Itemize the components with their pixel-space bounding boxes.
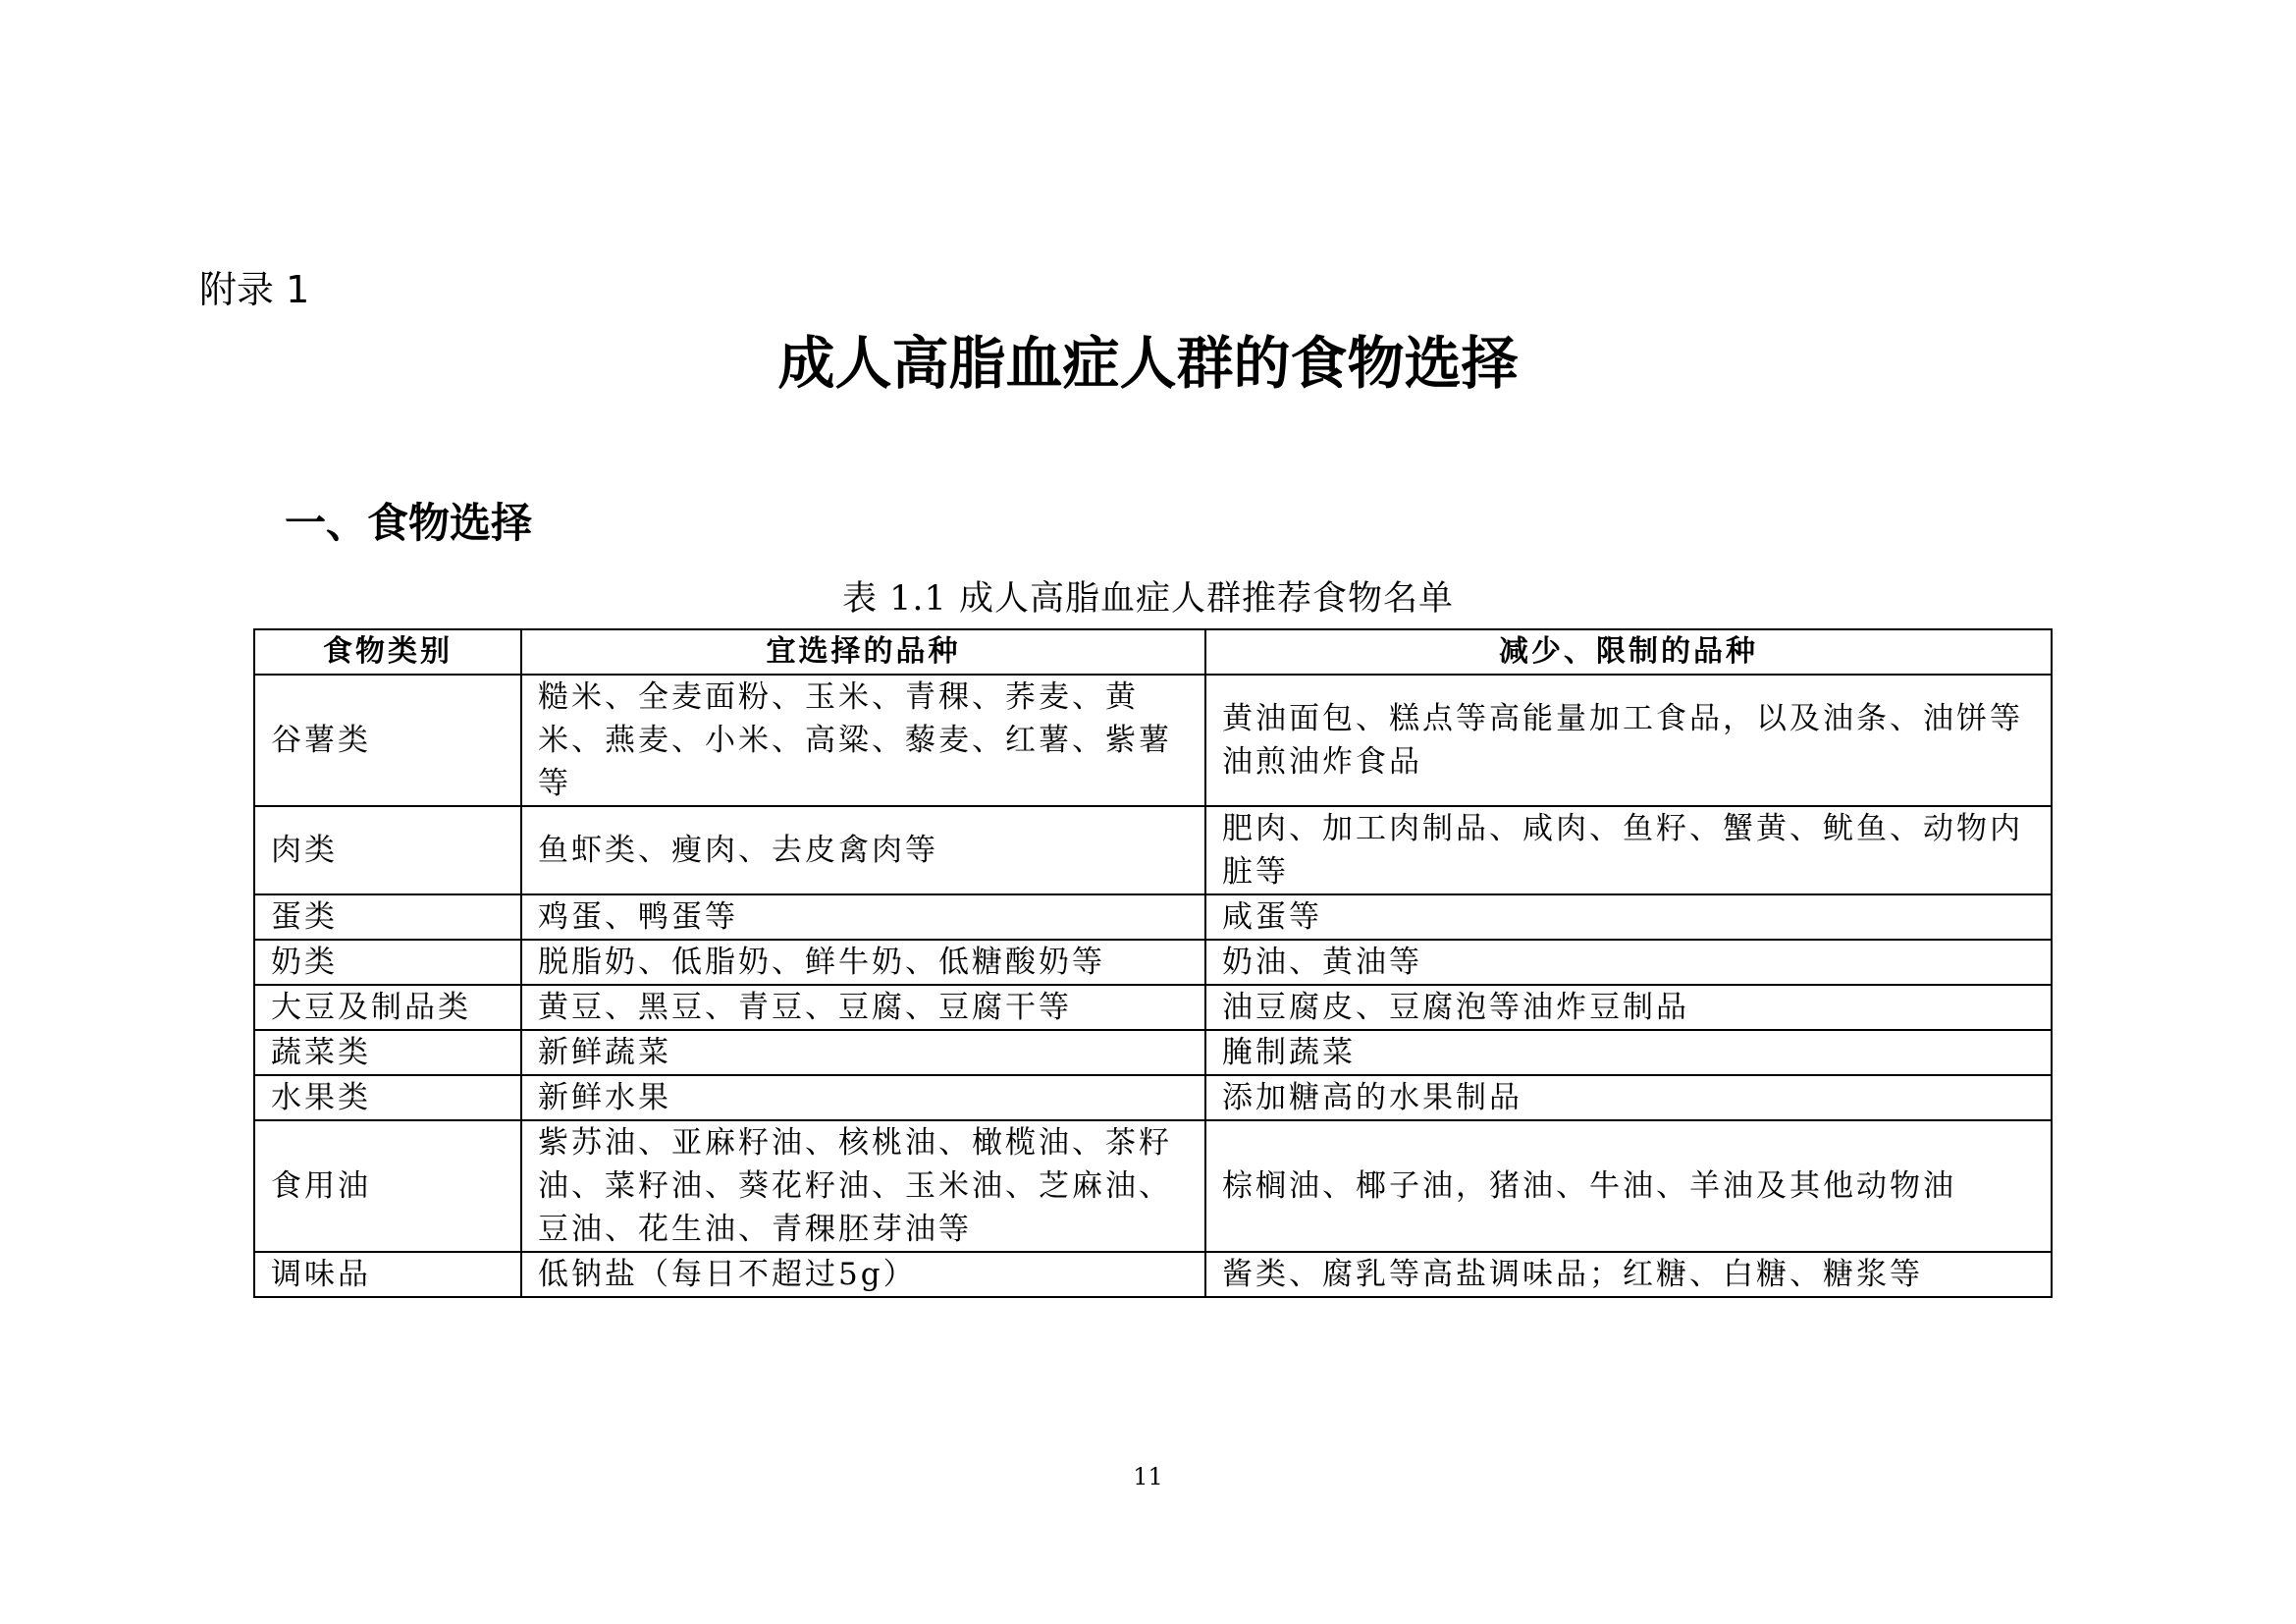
category-cell: 蛋类	[254, 894, 521, 940]
recommended-cell: 黄豆、黑豆、青豆、豆腐、豆腐干等	[521, 985, 1205, 1030]
recommended-cell: 脱脂奶、低脂奶、鲜牛奶、低糖酸奶等	[521, 940, 1205, 985]
category-cell: 蔬菜类	[254, 1030, 521, 1075]
table-header-row	[254, 629, 2052, 675]
limited-cell: 腌制蔬菜	[1205, 1030, 2052, 1075]
category-cell: 大豆及制品类	[254, 985, 521, 1030]
recommended-cell: 鸡蛋、鸭蛋等	[521, 894, 1205, 940]
limited-cell: 油豆腐皮、豆腐泡等油炸豆制品	[1205, 985, 2052, 1030]
page-title: 成人高脂血症人群的食物选择	[777, 330, 1519, 397]
table-row	[254, 985, 2052, 1030]
table-caption: 表 1.1 成人高脂血症人群推荐食物名单	[842, 579, 1454, 619]
limited-cell: 添加糖高的水果制品	[1205, 1075, 2052, 1120]
table-row	[254, 806, 2052, 894]
limited-cell: 棕榈油、椰子油，猪油、牛油、羊油及其他动物油	[1205, 1120, 2052, 1252]
column-header-category: 食物类别	[254, 629, 521, 675]
table-row	[254, 675, 2052, 806]
category-cell: 食用油	[254, 1120, 521, 1252]
recommended-cell: 低钠盐（每日不超过5g）	[521, 1252, 1205, 1297]
table-row	[254, 1075, 2052, 1120]
recommended-cell: 紫苏油、亚麻籽油、核桃油、橄榄油、茶籽油、菜籽油、葵花籽油、玉米油、芝麻油、豆油、花生油、青稞胚芽油等	[521, 1120, 1205, 1252]
category-cell: 肉类	[254, 806, 521, 894]
limited-cell: 肥肉、加工肉制品、咸肉、鱼籽、蟹黄、鱿鱼、动物内脏等	[1205, 806, 2052, 894]
limited-cell: 黄油面包、糕点等高能量加工食品，以及油条、油饼等油煎油炸食品	[1205, 675, 2052, 806]
column-header-recommended: 宜选择的品种	[521, 629, 1205, 675]
category-cell: 水果类	[254, 1075, 521, 1120]
table-row	[254, 1030, 2052, 1075]
category-cell: 奶类	[254, 940, 521, 985]
column-header-limited: 减少、限制的品种	[1205, 629, 2052, 675]
category-cell: 调味品	[254, 1252, 521, 1297]
page-number: 11	[1133, 1463, 1163, 1490]
table-row	[254, 894, 2052, 940]
category-cell: 谷薯类	[254, 675, 521, 806]
section-heading: 一、食物选择	[285, 499, 533, 547]
limited-cell: 咸蛋等	[1205, 894, 2052, 940]
food-recommendation-table	[253, 628, 2053, 1298]
recommended-cell: 糙米、全麦面粉、玉米、青稞、荞麦、黄米、燕麦、小米、高粱、藜麦、红薯、紫薯等	[521, 675, 1205, 806]
table-row	[254, 1252, 2052, 1297]
table-row	[254, 1120, 2052, 1252]
limited-cell: 奶油、黄油等	[1205, 940, 2052, 985]
appendix-label: 附录 1	[199, 268, 310, 311]
recommended-cell: 鱼虾类、瘦肉、去皮禽肉等	[521, 806, 1205, 894]
limited-cell: 酱类、腐乳等高盐调味品；红糖、白糖、糖浆等	[1205, 1252, 2052, 1297]
recommended-cell: 新鲜水果	[521, 1075, 1205, 1120]
recommended-cell: 新鲜蔬菜	[521, 1030, 1205, 1075]
table-row	[254, 940, 2052, 985]
